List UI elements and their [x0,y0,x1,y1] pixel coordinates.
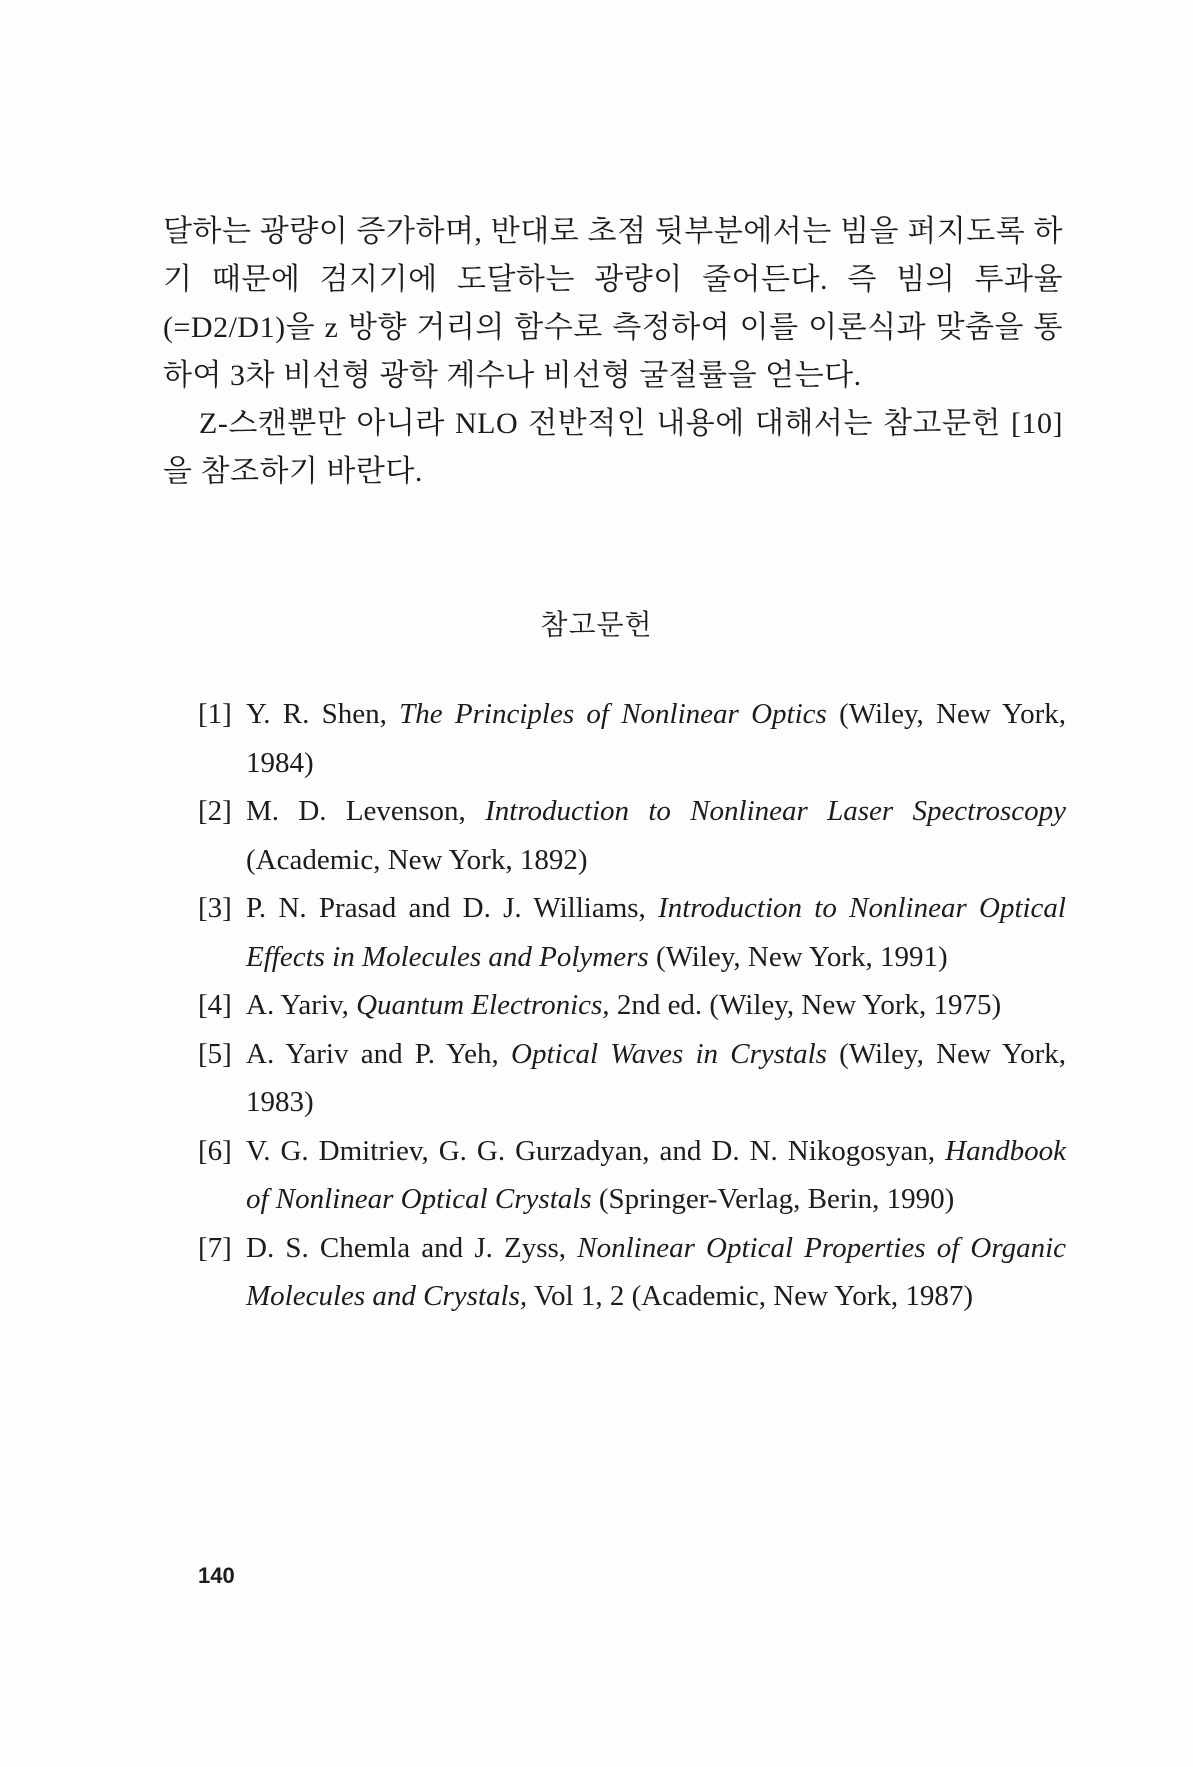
reference-number: [5] [198,1037,232,1070]
reference-publisher: (Wiley, New York, 1984) [246,698,1066,779]
reference-title: Quantum Electronics, [356,989,610,1021]
reference-number: [1] [198,698,232,730]
reference-item [198,690,1066,787]
reference-number: [3] [198,892,232,924]
reference-number: [6] [198,1134,232,1167]
reference-item [198,1030,1066,1127]
reference-authors: V. G. Dmitriev, G. G. Gurzadyan, and D. N. Nikogosyan, [246,1134,946,1167]
body-text [163,208,1063,496]
reference-publisher: 2nd ed. (Wiley, New York, 1975) [609,989,1002,1021]
reference-title: Introduction to Nonlinear Laser Spectroscopy [485,795,1066,827]
reference-number: [7] [198,1231,232,1264]
reference-publisher: Vol 1, 2 (Academic, New York, 1987) [527,1280,974,1312]
reference-item [198,884,1066,981]
reference-title: The Principles of Nonlinear Optics [399,698,827,730]
reference-title: Handbook of Nonlinear Optical Crystals [246,1134,1066,1215]
reference-number: [2] [198,795,232,827]
reference-publisher: (Wiley, New York, 1983) [246,1037,1066,1118]
reference-item [198,1127,1066,1224]
reference-authors: A. Yariv and P. Yeh, [246,1037,512,1070]
reference-title: Introduction to Nonlinear Optical Effects in Molecules and Polymers [246,892,1066,973]
section-title: 참고문헌 [540,610,653,641]
reference-number: [4] [198,989,232,1021]
reference-authors: P. N. Prasad and D. J. Williams, [246,892,659,924]
reference-publisher: (Academic, New York, 1892) [246,843,588,876]
reference-item [198,787,1066,884]
page-number: 140 [198,1563,235,1588]
reference-title: Nonlinear Optical Properties of Organic Molecules and Crystals, [246,1231,1067,1312]
reference-authors: M. D. Levenson, [246,795,486,827]
reference-item [198,1224,1066,1321]
reference-authors: Y. R. Shen, [246,698,400,730]
reference-publisher: (Springer-Verlag, Berin, 1990) [591,1183,955,1215]
paragraph: 달하는 광량이 증가하며, 반대로 초점 뒷부분에서는 빔을 퍼지도록 하기 때문에 검지기에 도달하는 광량이 줄어든다. 즉 빔의 투과율(=D2/D1)을 z 방향 거리의 함수로 측정하여 이를 이론식과 맞춤을 통하여 3차 비선형 광학 계수나 비선형 굴절률을 얻는다. [163,215,1063,392]
reference-publisher: (Wiley, New York, 1991) [648,940,948,973]
reference-authors: A. Yariv, [246,989,357,1021]
reference-item [198,981,1066,1030]
reference-title: Optical Waves in Crystals [511,1037,827,1070]
reference-list [198,690,1066,1321]
paragraph: Z-스캔뿐만 아니라 NLO 전반적인 내용에 대해서는 참고문헌 [10]을 참조하기 바란다. [163,407,1063,488]
reference-authors: D. S. Chemla and J. Zyss, [246,1231,578,1264]
